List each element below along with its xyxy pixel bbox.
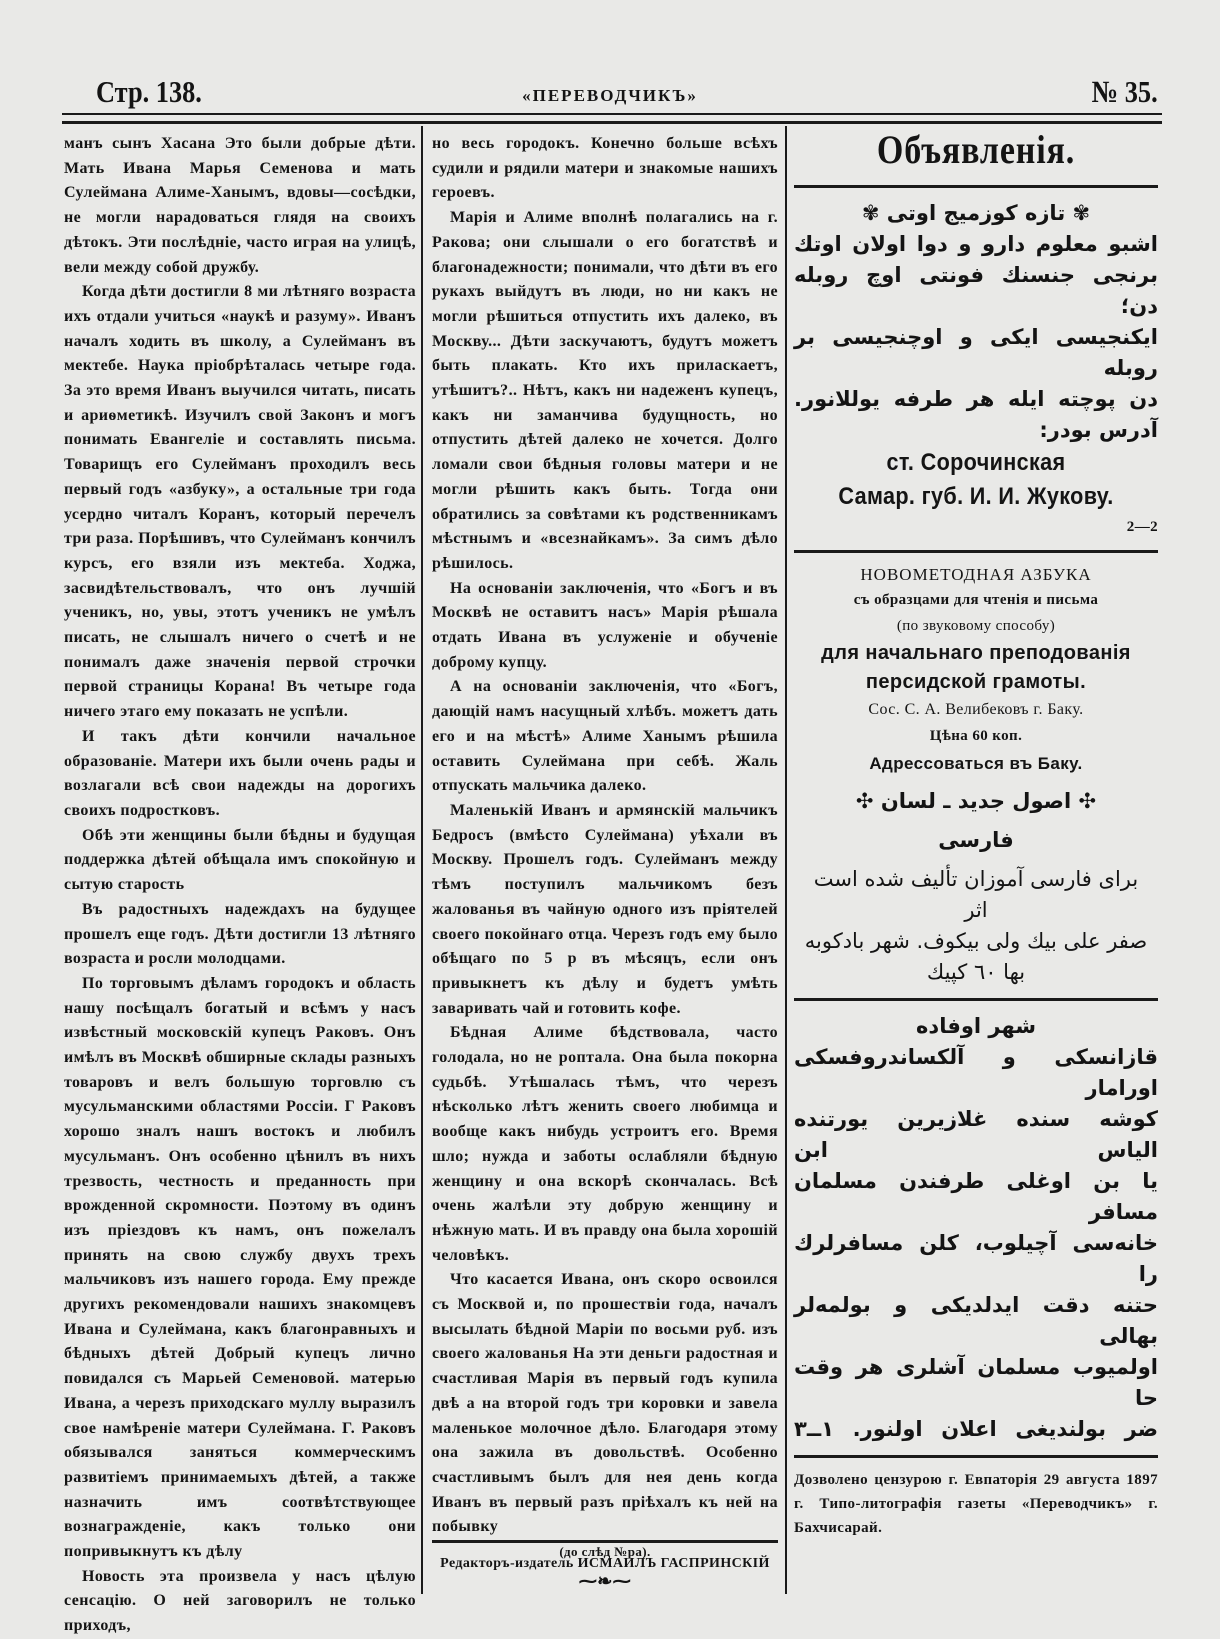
ad-line-ar: ایكنجیسی ایكی و اوچنجیسی بر روبله bbox=[794, 324, 1158, 380]
ad-address-station: ст. Сорочинская bbox=[886, 448, 1066, 476]
ornament-icon: ✾ bbox=[861, 200, 887, 225]
paragraph: Въ радостныхъ надеждахъ на будущее прошелъ еще годъ. Дѣти достигли 13 лѣтняго возраста и росли молодцами. bbox=[64, 900, 416, 968]
ad-title-ar: ✾ تازه كوزميج اوتی ✾ bbox=[861, 200, 1091, 225]
ad-lang-ar: فارسی bbox=[938, 828, 1014, 853]
ad-line-ar: صفر علی بیك ولی بیكوف. شهر بادكوبه bbox=[804, 929, 1148, 954]
ads-heading: Объявленія. bbox=[876, 127, 1076, 172]
paragraph: И такъ дѣти кончили начальное образованіе. Матери ихъ были очень рады и возлагали всѣ свои надежды на дорогихъ своихъ подростковъ. bbox=[64, 727, 416, 819]
ad-line: съ образцами для чтенія и письма bbox=[853, 592, 1099, 609]
paragraph: Бѣдная Алиме бѣдствовала, часто голодала, но не роптала. Она была покорна судьбѣ. Утѣшалась тѣмъ, что черезъ нѣсколько лѣтъ женить своего любимца и вообще какъ нибудь устроитъ его. Время шло; нужда и заботы ослабляли бѣдную женщину и она вскорѣ скончалась. Всѣ очень жалѣли эту добрую женщину и нѣжную мать. И въ правду она была хорошій человѣкъ. bbox=[432, 1024, 778, 1264]
ad-primer bbox=[794, 563, 1158, 989]
ad-count: 2—2 bbox=[1126, 518, 1158, 535]
paragraph: Когда дѣти достигли 8 ми лѣтняго возраста ихъ отдали учиться «наукѣ и разуму». Иванъ началъ ходить въ школу, а Сулейманъ въ мектебе. Наука пріобрѣталась четыре года. За это время Иванъ выучился читать, писать и ариѳметикѣ. Изучилъ свой Законъ и могъ понимать Евангеліе и составлять письма. Товарищъ его Сулейманъ проходилъ весь первый годъ «азбуку», а остальные три года усердно читалъ Коранъ, который перечелъ три раза. Порѣшивъ, что Сулейманъ кончилъ курсъ, его взяли изъ мектеба. Ходжа, засвидѣтельствовалъ, что онъ лучшій ученикъ, но, увы, этотъ ученикъ не умѣлъ писать, не слышалъ ничего о счетѣ и не понималъ даже значенія первой строчки первой страницы Корана! Въ четыре года ничего этаго ему показать не успѣли. bbox=[64, 283, 416, 721]
ad-line-ar: حتنه دقت ایدلدیكی و بولمه‌لر بهالی bbox=[794, 1293, 1158, 1349]
ad-address-name: Самар. губ. И. И. Жукову. bbox=[838, 482, 1114, 510]
issue-number: № 35. bbox=[1091, 74, 1158, 109]
ad-address: Адрессоваться въ Баку. bbox=[869, 754, 1083, 774]
page-number: Стр. 138. bbox=[96, 74, 202, 109]
ad-title-ar: شهر اوفاده bbox=[916, 1014, 1036, 1039]
editor-publisher: Редакторъ-издатель ИСМАИЛЪ ГАСПРИНСКІЙ bbox=[440, 1556, 770, 1571]
paragraph: манъ сынъ Хасана Это были добрые дѣти. Мать Ивана Марья Семенова и мать Сулеймана Алиме-Ханымъ, вдовы—сосѣдки, не могли нарадоваться глядя на своихъ дѣтокъ. Эти послѣдніе, часто играя на улицѣ, вели между собой дружбу. bbox=[64, 135, 416, 276]
to-be-continued: (до слѣд №ра). bbox=[559, 1544, 651, 1560]
ad-line-ar: ضر بولندیغی اعلان اولنور. ١ــ٣ bbox=[794, 1417, 1158, 1442]
ad-line-ar: اشبو معلوم دارو و دوا اولان اوتك bbox=[794, 231, 1158, 256]
ad-line-ar: برای فارسی آموزان تألیف شده است bbox=[813, 867, 1139, 892]
paragraph: Что касается Ивана, онъ скоро освоился съ Москвой и, по прошествіи года, началъ высылать бѣдной Маріи по восьми руб. изъ своего жалованья На эти деньги радостная и счастливая Марія въ первый годъ купила двѣ а на второй годъ три коровки и завела маленькое молочное дѣло. Благодаря этому она зажила въ довольствѣ. Особенно счастливымъ былъ для нея день когда Иванъ въ первый разъ пріѣхалъ къ ней на побывку bbox=[432, 1271, 778, 1536]
ad-line-ar: اولمیوب مسلمان آشلری هر وقت حا bbox=[794, 1355, 1158, 1411]
divider bbox=[794, 1455, 1158, 1458]
ad-line-ar: اثر bbox=[964, 898, 988, 923]
header-rule-top bbox=[62, 113, 1162, 115]
column-divider-1 bbox=[421, 126, 423, 1594]
paragraph: Марія и Алиме вполнѣ полагались на г. Ракова; они слышали о его богатствѣ и благонадежности; понимали, что дѣти въ его рукахъ выйдутъ въ люди, но ни какъ не могли рѣшиться отпустить ихъ далеко, въ Москву... Дѣти заскучаютъ, будутъ можетъ быть плакать. Кто ихъ приласкаетъ, утѣшитъ?.. Нѣтъ, какъ ни надеженъ купецъ, какъ ни заманчива будущность, но отпустить дѣтей далеко не хочется. Долго ломали свои бѣдныя головы матери и не могли рѣшить какъ быть. Тогда они обратились за совѣтами къ родственникамъ мѣстнымъ и «всезнайкамъ». За симъ дѣло рѣшилось. bbox=[432, 209, 778, 572]
paragraph: Обѣ эти женщины были бѣдны и будущая поддержка дѣтей обѣщала имъ спокойную и сытую старость bbox=[64, 826, 416, 894]
ad-line-ar: كوشه سنده غلازیرین یورتنده الیاس ابن bbox=[794, 1107, 1158, 1163]
ornament-icon: ✾ bbox=[1065, 200, 1091, 225]
ad-line-ar: برنجی جنسنك فونتی اوچ روبله دن؛ bbox=[794, 262, 1158, 318]
newspaper-title: «ПЕРЕВОДЧИКЪ» bbox=[522, 86, 698, 105]
ad-line-ar: آدرس بودر: bbox=[1039, 417, 1158, 442]
editor-rule bbox=[432, 1540, 778, 1543]
divider bbox=[794, 998, 1158, 1001]
ad-line-ar: یا بن اوغلی طرفندن مسلمان مسافر bbox=[794, 1169, 1158, 1225]
ornament-icon: ⁓❧⁓ bbox=[578, 1570, 632, 1591]
ad-title-ar: ✣ اصول جدید ـ لسان ✣ bbox=[855, 789, 1097, 814]
ad-author: Сос. С. А. Велибековъ г. Баку. bbox=[868, 701, 1084, 719]
ad-price: Цѣна 60 коп. bbox=[929, 728, 1023, 745]
ad-line-ar: قازانسكی و آلكساندروفسكی اورامار bbox=[794, 1045, 1158, 1101]
advertisements-column bbox=[794, 127, 1158, 1540]
article-column-1 bbox=[64, 132, 416, 1639]
divider bbox=[794, 185, 1158, 188]
paragraph: А на основаніи заключенія, что «Богъ, дающій намъ насущный хлѣбъ. можетъ дать его и на мѣстѣ» Алиме Ханымъ рѣшила оставить Сулеймана при себѣ. Жаль отпускать мальчика далеко. bbox=[432, 678, 778, 795]
ad-line: для начальнаго преподованія персидской грамоты. bbox=[821, 642, 1131, 694]
ornament-icon: ✣ bbox=[1071, 789, 1097, 814]
ad-line-ar: دن پوچته ایله هر طرفه یوللانور. bbox=[794, 386, 1158, 411]
ad-hotel bbox=[794, 1011, 1158, 1445]
paragraph: На основаніи заключенія, что «Богъ и въ Москвѣ не оставитъ насъ» Марія рѣшала отдать Ивана въ услуженіе и обученіе доброму купцу. bbox=[432, 579, 778, 671]
column-divider-2 bbox=[785, 126, 787, 1594]
ornament-icon: ✣ bbox=[855, 789, 881, 814]
ad-price-ar: بها ٦٠ كپیك bbox=[926, 960, 1026, 985]
paragraph: По торговымъ дѣламъ городокъ и область нашу посѣщалъ богатый и всѣмъ у насъ извѣстный московскій купецъ Раковъ. Онъ имѣлъ въ Москвѣ обширные склады разныхъ товаровъ и велъ большую торговлю съ мусульманскими областями Россіи. Г Раковъ хорошо зналъ нашъ востокъ и любилъ мусульманъ. Онъ особенно цѣнилъ въ нихъ трезвость, честность и преданность при врожденной скромности. Поэтому въ одинъ изъ пріездовъ къ намъ, онъ пожелалъ принять на свою службу двухъ трехъ мальчиковъ изъ нашего города. Ему прежде другихъ рекомендовали нашихъ знакомцевъ Ивана и Сулеймана, какъ благонравныхъ и бѣдныхъ дѣтей Добрый купецъ лично повидался съ Марьей Семеновой. матерью Ивана, а черезъ приходскаго муллу выразилъ свое намѣреніе матери Сулеймана. Г. Раковъ обязывался заняться коммерческимъ развитіемъ принимаемыхъ дѣтей, а также назначить имъ соотвѣтствующее вознагражденіе, какъ только они попривыкнутъ къ дѣлу bbox=[64, 974, 416, 1561]
censorship-note: Дозволено цензурою г. Евпаторія 29 августа 1897 г. Типо-литографія газеты «Переводчикъ» г. Бахчисарай. bbox=[794, 1472, 1158, 1537]
ad-title: НОВОМЕТОДНАЯ АЗБУКА bbox=[860, 564, 1092, 584]
ad-herb bbox=[794, 198, 1158, 540]
paragraph: Маленькій Иванъ и армянскій мальчикъ Бедросъ (вмѣсто Сулеймана) уѣхали въ Москву. Прошелъ годъ. Сулейманъ между тѣмъ поступилъ мальчикомъ безъ жалованья въ чайную одного изъ пріятелей своего покойнаго отца. Черезъ годъ ему было обѣщаго по 5 р въ мѣсяцъ, если онъ привыкнетъ къ дѣлу и будетъ умѣть заваривать чай и готовить кофе. bbox=[432, 801, 778, 1017]
header-rule-bottom bbox=[62, 121, 1162, 124]
divider bbox=[794, 550, 1158, 553]
ad-line-ar: خانه‌سی آچیلوب، كلن مسافرلرك را bbox=[794, 1231, 1158, 1287]
paragraph: Новость эта произвела у насъ цѣлую сенсацію. О ней заговорилъ не только приходъ, bbox=[64, 1567, 416, 1635]
paragraph: но весь городокъ. Конечно больше всѣхъ судили и рядили матери и знакомые нашихъ героевъ. bbox=[432, 135, 778, 202]
article-column-2 bbox=[432, 132, 778, 1597]
ad-line: (по звуковому способу) bbox=[896, 618, 1056, 635]
